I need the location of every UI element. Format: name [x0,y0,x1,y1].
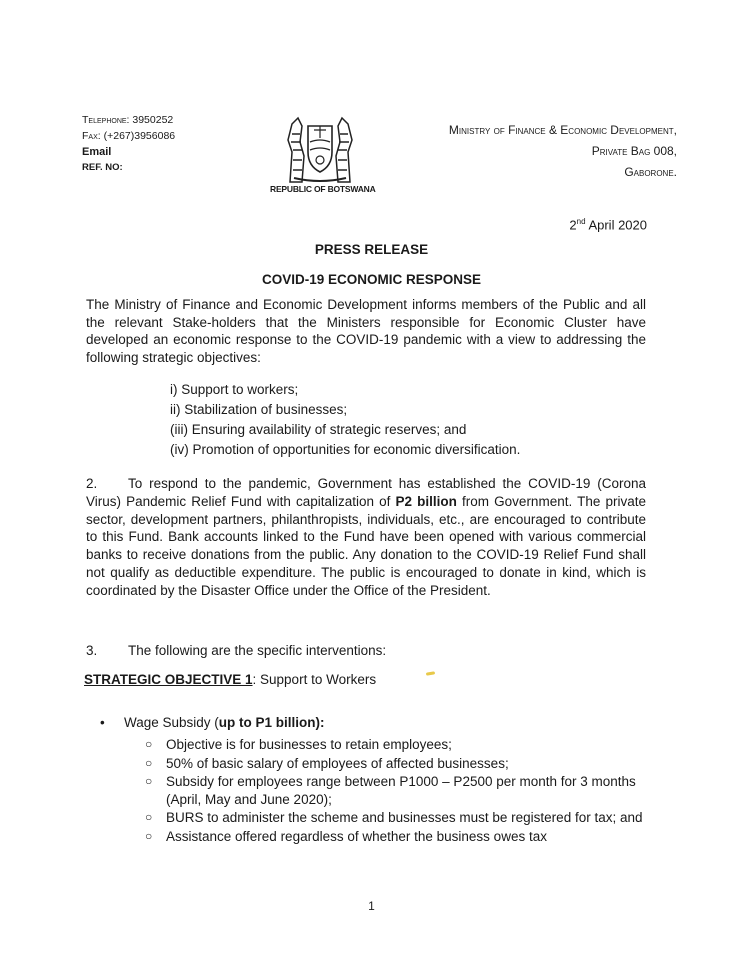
circle-bullet-icon: ○ [145,828,153,843]
list-item: ○ Objective is for businesses to retain employees; [145,737,452,752]
intro-paragraph: The Ministry of Finance and Economic Development informs members of the Public and all the relevant Stake-holders that the Ministers responsible for Economic Cluster have developed an economic response to the COVID-19 pandemic with a view to addressing the following strategic objectives: [86,297,646,365]
paragraph-2: 2. To respond to the pandemic, Government has established the COVID-19 (Corona Virus) Pandemic Relief Fund with capitalization of P2 billion from Government. The private sector, development partners, philanthropists, individuals, etc., are encouraged to contribute to this Fund. Bank accounts linked to the Fund have been opened with various commercial banks to receive donations from the public. Any donation to the COVID-19 Relief Fund shall not qualify as deductible expenditure. The public is encouraged to donate in kind, which is coordinated by the Disaster Office under the Office of the President. [86,476,646,598]
wage-subsidy-bullet: • Wage Subsidy (up to P1 billion): [100,715,325,730]
circle-bullet-icon: ○ [145,755,153,770]
coat-of-arms-icon [280,112,360,184]
list-item: ○ Subsidy for employees range between P1000 – P2500 per month for 3 months (April, May and June 2020); [145,774,636,807]
email-label: Email [82,146,112,158]
objectives-list [170,380,520,460]
list-item: (iv) Promotion of opportunities for economic diversification. [170,442,521,457]
list-item: (iii) Ensuring availability of strategic reserves; and [170,422,467,437]
circle-bullet-icon: ○ [145,810,153,824]
circle-bullet-icon: ○ [145,737,153,751]
list-item: ○ BURS to administer the scheme and businesses must be registered for tax; and [145,810,643,825]
telephone-line: Telephone: 3950252 [82,114,174,126]
list-item: ○ 50% of basic salary of employees of affected businesses; [145,755,509,771]
contact-block [82,112,175,176]
highlighter-mark [426,671,435,676]
list-item: ○ Assistance offered regardless of whether the business owes tax [145,828,547,844]
page-number: 1 [368,899,375,913]
circle-bullet-icon: ○ [145,774,153,788]
paragraph-3: 3. The following are the specific interventions: [86,643,387,658]
ref-no-label: REF. NO: [82,162,123,173]
wage-subsidy-items [145,736,645,846]
ministry-address: Ministry of Finance & Economic Development, Private Bag 008, Gaborone. [448,123,677,179]
list-item: i) Support to workers; [170,382,299,397]
release-date: 2nd April 2020 [569,217,647,233]
coat-of-arms-label: REPUBLIC OF BOTSWANA [270,184,376,194]
strategic-objective-heading: STRATEGIC OBJECTIVE 1: Support to Workers [84,672,377,687]
list-item: ii) Stabilization of businesses; [170,402,348,417]
bullet-icon: • [100,715,105,730]
subject-title: COVID-19 ECONOMIC RESPONSE [261,272,482,287]
fax-line: Fax: (+267)3956086 [82,130,176,142]
press-release-title: PRESS RELEASE [314,242,429,257]
